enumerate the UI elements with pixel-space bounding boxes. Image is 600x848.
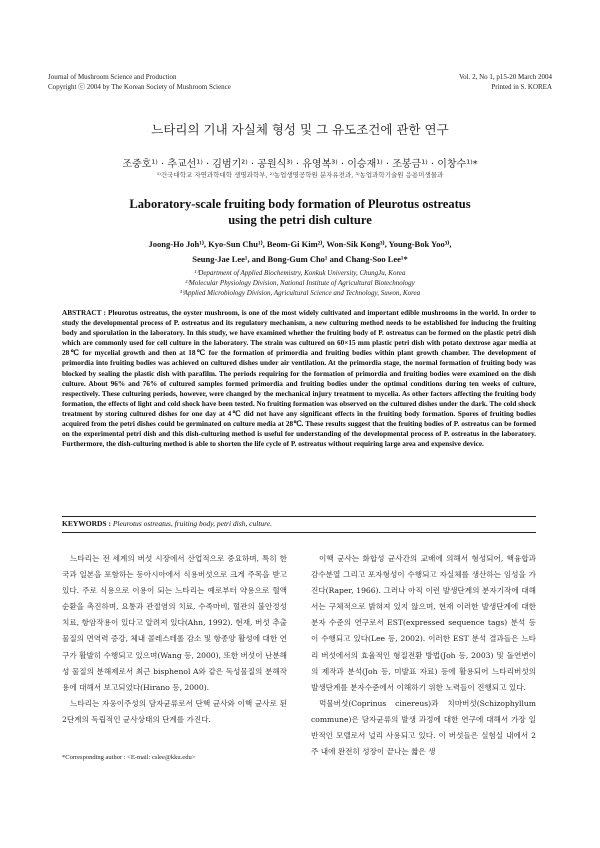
body-paragraph: 먹물버섯(Coprinus cinereus)과 치마버섯(Schizophyllum commune)은 담자균류의 발생 과정에 대한 연구에 대해서 가장 일반적인 모델로서 널리 사용되고 있다. 이 버섯들은 실험실 내에서 2주 내에 완전히 성장이 끝나는 짧은 생 [311,698,536,757]
abstract-text: Pleurotus ostreatus, the oyster mushroom, is one of the most widely cultivated and important edible mushrooms in the world. In order to study the developmental process of P. ostreatus and its regulatory mechanism, a new culturing method needs to be established for inducing the fruiting body and sporulation in the laboratory. In this study, we have examined whether the fruiting body of P. ostreatus can be formed on the plastic petri dish which are commonly used for cell culture in the laboratory. The strain was cultured on 60×15 mm plastic petri dish with potato dextrose agar media at 28℃ for mycelial growth and then at 18℃ for the formation of primordia and fruiting bodies within plant growth chamber. The development of primordia into fruiting bodies was achieved on cultured dishes under air ventilation. At the primordia stage, the normal formation of fruiting body was blocked by sealing the plastic dish with parafilm. The periods requiring for the formation of primordia and fruiting bodies were examined on the dish culture. About 96% and 76% of cultured samples formed primordia and fruiting bodies under the optimal conditions during ten weeks of culture, respectively. These culturing periods, however, were changed by the mechanical injury treatment to mycelia. As other factors affecting the fruiting body formation, the effects of light and cold shock have been tested. No fruiting formation was observed on the cultured dishes under the dark. The cold shock treatment by storing cultured dishes for one day at 4℃ did not have any significant effects in the fruiting body formation. Spores of fruiting bodies acquired from the petri dishes could be germinated on culture media at 28℃. These results suggest that the fruiting bodies of P. ostreatus can be formed on the experimental petri dish and this dish-culturing method is useful for understanding of the developmental process of P. ostreatus in the laboratory. Furthermore, the dish-culturing method is able to shorten the life cycle of P. ostreatus without requiring large area and expensive device. [62,309,537,449]
keywords-text: Pleurotus ostreatus, fruiting body, petri dish, culture. [112,519,273,528]
printed-line: Printed in S. KOREA [491,83,552,91]
corresponding-author-footnote: *Corresponding author : <E-mail: cslee@kku.edu> [62,754,196,761]
affiliation-1: ¹⁾Department of Applied Biochemistry, Konkuk University, ChungJu, Korea [194,269,406,277]
english-authors-line-1: Joong-Ho Joh¹⁾, Kyo-Sun Chu¹⁾, Beom-Gi Kim²⁾, Won-Sik Kong³⁾, Young-Bok Yoo³⁾, [148,239,452,249]
affiliation-2: ²⁾Molecular Physiology Division, National Institute of Agricultural Biotechnology [185,279,415,287]
body-paragraph: 이핵 균사는 화합성 균사간의 교배에 의해서 형성되어, 핵융합과 감수분열 그리고 포자형성이 수행되고 자실체를 생산하는 임성을 가진다(Raper, 1966). 그러나 아직 이런 발생단계의 분자기작에 대해서는 구체적으로 밝혀져 있지 않으며, 현재 이러한 발생단계에 대한 분자 수준의 연구로서 EST(expressed sequence tags) 분석 등이 수행되고 있다(Lee 등, 2002). 이러한 EST 분석 결과들은 느타리 버섯에서의 효율적인 형질전환 방법(Joh 등, 2003) 및 돌연변이의 제작과 분석(Joh 등, 미발표 자료) 등에 활용되어 느타리버섯의 발생단계를 분자수준에서 이해하기 위한 노력들이 진행되고 있다. [311,554,536,692]
issue-header [459,72,552,92]
keywords [62,519,536,529]
english-title-line-1: Laboratory-scale fruiting body formation of Pleurotus ostreatus [129,197,471,211]
copyright-line: Copyright ⓒ 2004 by The Korean Society of Mushroom Science [48,83,231,91]
korean-affiliations: ¹⁾건국대학교 자연과학대학 생명과학부, ²⁾농업생명공학원 분자유전과, ³⁾농업과학기술원 응용미생물과 [156,171,444,179]
body-paragraph: 느타리는 전 세계의 버섯 시장에서 산업적으로 중요하며, 특히 한국과 일본을 포함하는 동아시아에서 식용버섯으로 크게 주목을 받고 있다. 주로 식용으로 이용이 되는 느타리는 예로부터 약용으로 혈액순환을 촉진하며, 요통과 관절염의 치료, 수족마비, 혈관의 불안정성 치료, 항암작용이 있다고 알려져 있다(Ahn, 1992). 현재, 버섯 추출물질의 면역력 증강, 체내 콜레스테롤 감소 및 항종양 활성에 대한 연구가 활발히 수행되고 있으며(Wang 등, 2000), 또한 버섯이 난분해성 물질의 분해제로서 최근 bisphenol A와 같은 독성물질의 분해작용에 대해서 보고되었다(Hirano 등, 2000). [62,554,287,692]
divider-top [62,516,536,517]
english-authors [80,237,520,267]
affiliation-3: ³⁾Applied Microbiology Division, Agricultural Science and Technology, Suwon, Korea [179,289,421,297]
english-affiliations [80,268,520,298]
english-title-line-2: using the petri dish culture [228,213,372,227]
keywords-label: KEYWORDS : [62,519,111,528]
korean-title: 느타리의 기내 자실체 형성 및 그 유도조건에 관한 연구 [151,122,449,137]
korean-authors: 조중호¹⁾ · 추교선¹⁾ · 김범기²⁾ · 공원식³⁾ · 유영복³⁾ · 이승재¹⁾ · 조봉금¹⁾ · 이창수¹⁾* [122,159,478,170]
journal-header [48,72,231,92]
english-title [0,196,600,228]
journal-name: Journal of Mushroom Science and Production [48,73,177,81]
body-column-right [311,551,536,760]
volume-line: Vol. 2, No 1, p15-20 March 2004 [458,73,552,81]
abstract [62,308,536,449]
divider-bottom [62,532,536,533]
abstract-label: ABSTRACT : [62,309,106,317]
english-authors-line-2: Seung-Jae Lee¹, and Bong-Gum Cho¹ and Chang-Soo Lee¹* [192,254,408,264]
body-column-left [62,551,287,728]
body-paragraph: 느타리는 자웅이주성의 담자균류로서 단핵 균사와 이핵 균사로 된 2단계의 독립적인 균사상태의 단계를 가진다. [62,698,287,724]
